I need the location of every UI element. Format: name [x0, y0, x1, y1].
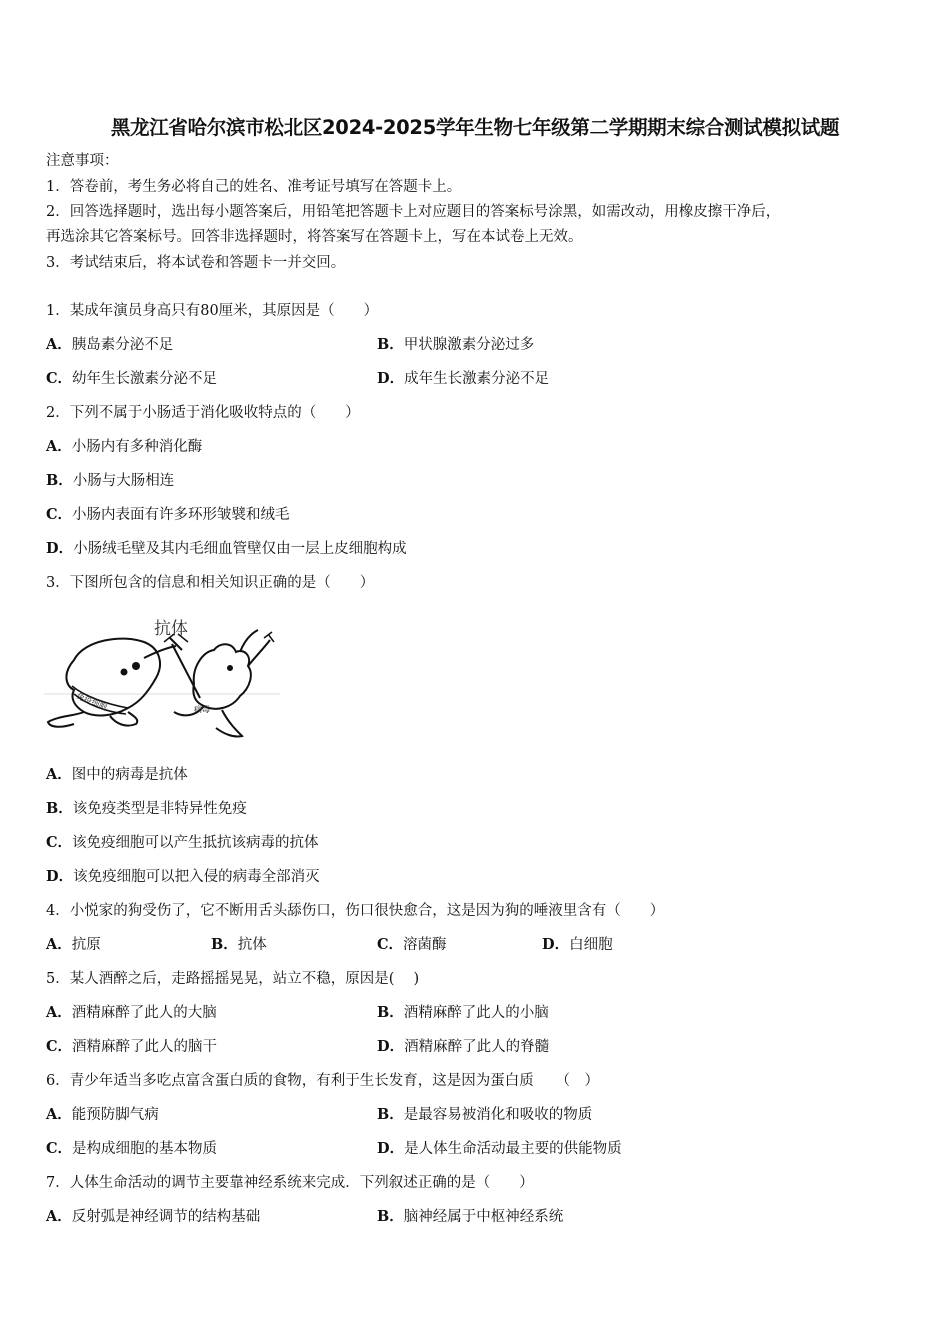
option-b[interactable]	[377, 1208, 563, 1226]
option-text: 小肠内有多种消化酶	[71, 439, 203, 455]
notice-item: 2．回答选择题时，选出每小题答案后，用铅笔把答题卡上对应题目的答案标号涂黑，如需改动，用橡皮擦干净后，	[46, 204, 781, 220]
option-a[interactable]	[46, 1106, 159, 1124]
option-label: B．	[211, 936, 238, 953]
option-label: A．	[46, 438, 72, 455]
option-b[interactable]	[46, 472, 174, 490]
option-text: 该免疫细胞可以产生抵抗该病毒的抗体	[72, 835, 319, 851]
option-label: C．	[46, 834, 73, 851]
virus-label: 病毒	[194, 705, 210, 714]
option-c[interactable]	[377, 936, 447, 954]
option-b[interactable]	[46, 800, 247, 818]
option-label: D．	[46, 868, 74, 885]
option-text: 是人体生命活动最主要的供能物质	[404, 1141, 622, 1157]
option-label: D．	[377, 1038, 405, 1055]
question-stem: 6．青少年适当多吃点富含蛋白质的食物，有利于生长发育，这是因为蛋白质 （ ）	[46, 1073, 599, 1089]
option-c[interactable]	[46, 370, 217, 388]
option-text: 抗原	[71, 937, 101, 953]
option-text: 溶菌酶	[403, 937, 447, 953]
option-d[interactable]	[542, 936, 613, 954]
option-label: C．	[46, 1038, 73, 1055]
option-text: 胰岛素分泌不足	[71, 337, 174, 353]
question-stem: 1．某成年演员身高只有80厘米，其原因是（ ）	[46, 303, 379, 319]
option-label: C．	[377, 936, 404, 953]
option-text: 小肠内表面有许多环形皱襞和绒毛	[72, 507, 290, 523]
option-label: B．	[377, 1106, 404, 1123]
option-label: C．	[46, 506, 73, 523]
option-a[interactable]	[46, 438, 202, 456]
immune-cell-antibody-illustration	[44, 612, 280, 744]
option-b[interactable]	[377, 336, 534, 354]
immune-cell-label: 免疫细胞	[75, 691, 109, 712]
option-d[interactable]	[377, 370, 549, 388]
page-title: 黑龙江省哈尔滨市松北区2024-2025学年生物七年级第二学期期末综合测试模拟试题	[110, 116, 840, 139]
notice-heading: 注意事项：	[46, 153, 119, 169]
option-text: 小肠绒毛壁及其内毛细血管壁仅由一层上皮细胞构成	[73, 541, 407, 557]
option-label: C．	[46, 370, 73, 387]
option-c[interactable]	[46, 506, 290, 524]
option-d[interactable]	[46, 540, 407, 558]
option-text: 能预防脚气病	[71, 1107, 159, 1123]
option-c[interactable]	[46, 1140, 217, 1158]
notice-item: 3．考试结束后，将本试卷和答题卡一并交回。	[46, 255, 346, 271]
option-text: 该免疫类型是非特异性免疫	[72, 801, 247, 817]
question-stem: 7．人体生命活动的调节主要靠神经系统来完成．下列叙述正确的是（ ）	[46, 1175, 534, 1191]
option-label: D．	[377, 370, 405, 387]
option-d[interactable]	[377, 1038, 549, 1056]
option-text: 是最容易被消化和吸收的物质	[403, 1107, 593, 1123]
option-text: 酒精麻醉了此人的脊髓	[404, 1039, 550, 1055]
option-text: 酒精麻醉了此人的小脑	[403, 1005, 549, 1021]
option-text: 该免疫细胞可以把入侵的病毒全部消灭	[73, 869, 320, 885]
option-c[interactable]	[46, 834, 319, 852]
option-label: A．	[46, 1106, 72, 1123]
question-stem: 5．某人酒醉之后，走路摇摇晃晃，站立不稳，原因是( )	[46, 971, 420, 987]
option-a[interactable]	[46, 1208, 260, 1226]
option-text: 幼年生长激素分泌不足	[72, 371, 218, 387]
notice-item: 1．答卷前，考生务必将自己的姓名、准考证号填写在答题卡上。	[46, 179, 462, 195]
option-text: 酒精麻醉了此人的脑干	[72, 1039, 218, 1055]
notice-item: 再选涂其它答案标号。回答非选择题时，将答案写在答题卡上，写在本试卷上无效。	[46, 229, 583, 245]
option-a[interactable]	[46, 1004, 217, 1022]
option-label: A．	[46, 766, 72, 783]
question-stem: 4．小悦家的狗受伤了，它不断用舌头舔伤口，伤口很快愈合，这是因为狗的唾液里含有（ ）	[46, 903, 665, 919]
option-d[interactable]	[377, 1140, 622, 1158]
option-text: 成年生长激素分泌不足	[404, 371, 550, 387]
option-label: A．	[46, 936, 72, 953]
option-b[interactable]	[377, 1106, 592, 1124]
option-text: 脑神经属于中枢神经系统	[403, 1209, 564, 1225]
option-a[interactable]	[46, 766, 188, 784]
option-b[interactable]	[377, 1004, 549, 1022]
question-stem: 2．下列不属于小肠适于消化吸收特点的（ ）	[46, 405, 360, 421]
option-b[interactable]	[211, 936, 267, 954]
option-text: 白细胞	[569, 937, 613, 953]
option-label: A．	[46, 1004, 72, 1021]
option-label: D．	[46, 540, 74, 557]
option-label: D．	[542, 936, 570, 953]
option-text: 小肠与大肠相连	[72, 473, 175, 489]
antibody-label: 抗体	[154, 619, 188, 639]
option-label: B．	[377, 1004, 404, 1021]
option-text: 是构成细胞的基本物质	[72, 1141, 218, 1157]
option-d[interactable]	[46, 868, 320, 886]
option-a[interactable]	[46, 336, 173, 354]
option-label: C．	[46, 1140, 73, 1157]
option-text: 甲状腺激素分泌过多	[403, 337, 535, 353]
option-a[interactable]	[46, 936, 101, 954]
option-label: A．	[46, 336, 72, 353]
option-text: 反射弧是神经调节的结构基础	[71, 1209, 261, 1225]
option-label: B．	[377, 336, 404, 353]
option-text: 酒精麻醉了此人的大脑	[71, 1005, 217, 1021]
question-stem: 3．下图所包含的信息和相关知识正确的是（ ）	[46, 575, 375, 591]
option-label: B．	[46, 472, 73, 489]
option-label: B．	[46, 800, 73, 817]
option-text: 图中的病毒是抗体	[71, 767, 188, 783]
option-label: D．	[377, 1140, 405, 1157]
option-text: 抗体	[237, 937, 267, 953]
option-c[interactable]	[46, 1038, 217, 1056]
option-label: B．	[377, 1208, 404, 1225]
option-label: A．	[46, 1208, 72, 1225]
